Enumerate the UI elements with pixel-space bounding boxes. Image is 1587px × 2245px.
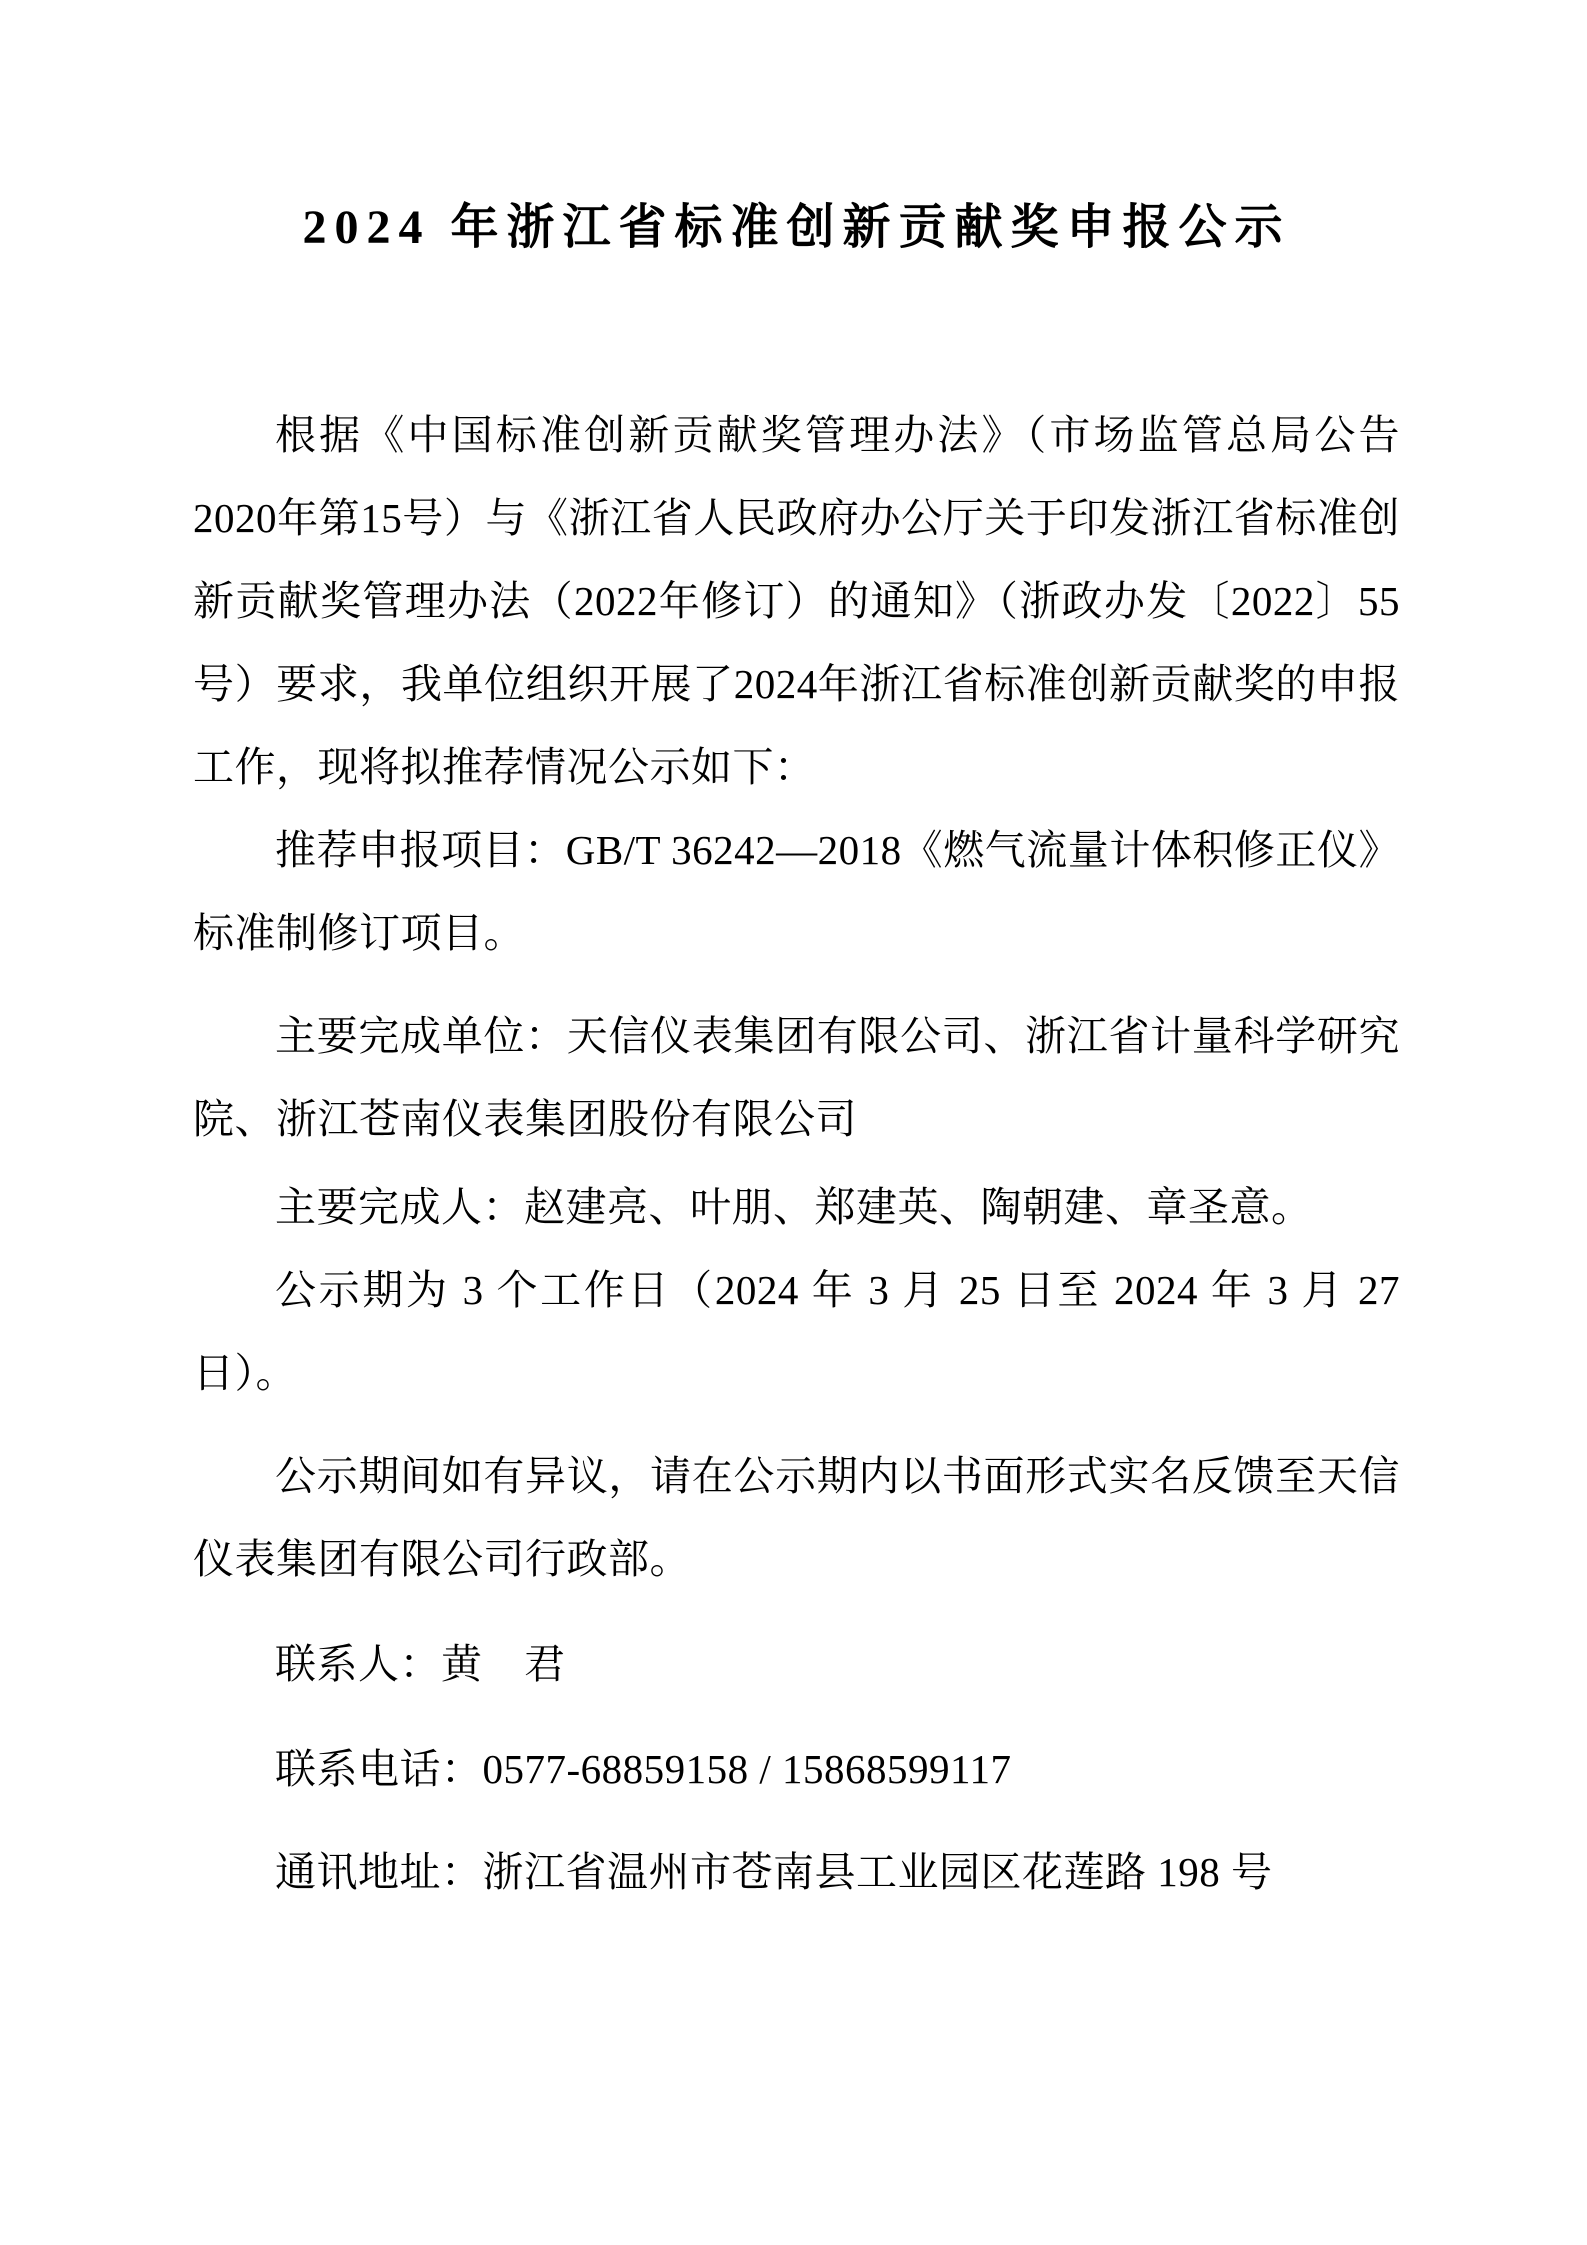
paragraph-objection-notice: 公示期间如有异议，请在公示期内以书面形式实名反馈至天信仪表集团有限公司行政部。 [193, 1453, 1400, 1582]
paragraph-contact-phone: 联系电话：0577-68859158 / 15868599117 [275, 1746, 1012, 1792]
paragraph-completing-units: 主要完成单位：天信仪表集团有限公司、浙江省计量科学研究院、浙江苍南仪表集团股份有限公司 [193, 1013, 1400, 1142]
paragraph-contact-person: 联系人：黄 君 [275, 1641, 566, 1687]
paragraph-mailing-address: 通讯地址：浙江省温州市苍南县工业园区花莲路 198 号 [275, 1849, 1273, 1895]
paragraph-recommended-project: 推荐申报项目：GB/T 36242—2018《燃气流量计体积修正仪》标准制修订项目。 [193, 827, 1400, 956]
paragraph-main-completers: 主要完成人：赵建亮、叶朋、郑建英、陶朝建、章圣意。 [275, 1184, 1313, 1230]
paragraph-basis: 根据《中国标准创新贡献奖管理办法》（市场监管总局公告2020年第15号）与《浙江省人民政府办公厅关于印发浙江省标准创新贡献奖管理办法（2022年修订）的通知》（浙政办发〔2022〕55号）要求，我单位组织开展了2024年浙江省标准创新贡献奖的申报工作，现将拟推荐情况公示如下： [193, 412, 1400, 790]
document-title: 2024 年浙江省标准创新贡献奖申报公示 [302, 201, 1291, 254]
paragraph-publicity-period: 公示期为 3 个工作日（2024 年 3 月 25 日至 2024 年 3 月 27 日）。 [193, 1267, 1400, 1396]
